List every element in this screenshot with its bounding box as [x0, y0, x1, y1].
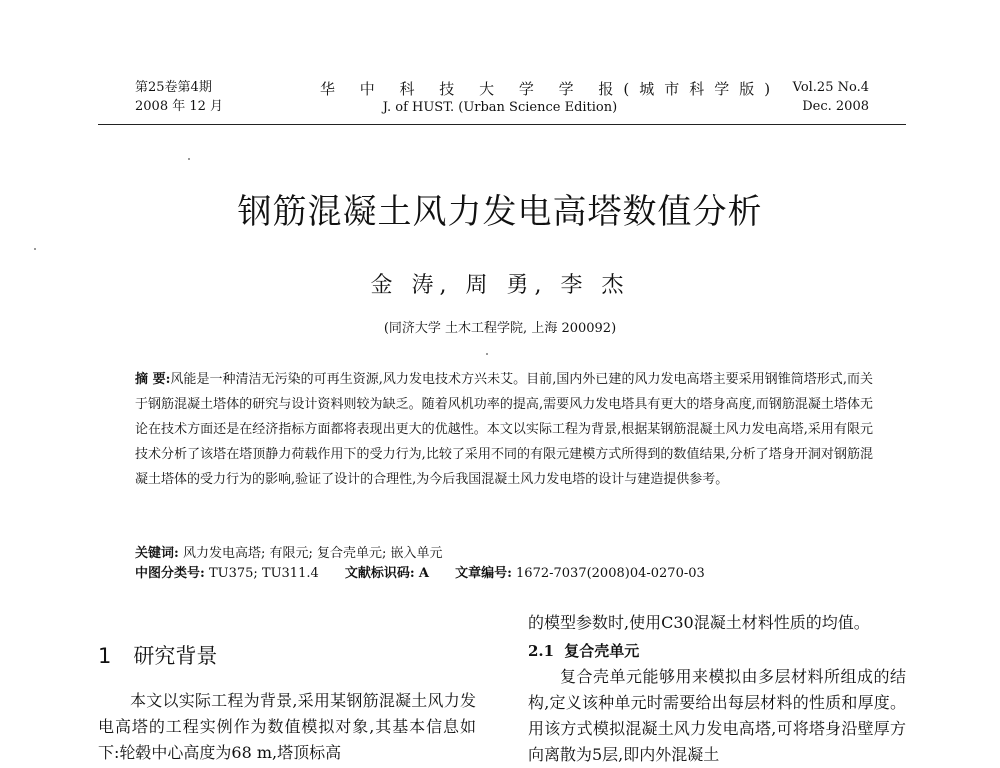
scan-speck — [188, 158, 190, 160]
doc-code-value: A — [418, 566, 429, 581]
classification-line — [135, 562, 727, 581]
header-rule — [98, 124, 906, 125]
keywords-label: 关键词: — [135, 546, 179, 561]
right-column — [528, 610, 906, 768]
subsection-number: 2.1 — [528, 642, 555, 660]
subsection-heading — [528, 638, 906, 664]
volume-issue: 第25卷第4期 — [135, 80, 212, 95]
abstract — [135, 367, 873, 492]
affiliation: (同济大学 土木工程学院, 上海 200092) — [383, 321, 617, 336]
authors: 金 涛, 周 勇, 李 杰 — [370, 273, 630, 298]
scan-speck — [486, 353, 488, 355]
abstract-text: 风能是一种清洁无污染的可再生资源,风力发电技术方兴未艾。目前,国内外已建的风力发电高塔主要采用钢锥筒塔形式,而关于钢筋混凝土塔体的研究与设计资料则较为缺乏。随着风机功率的提高,需要风力发电塔具有更大的塔身高度,而钢筋混凝土塔体无论在技术方面还是在经济指标方面都将表现出更大的优越性。本文以实际工程为背景,根据某钢筋混凝土风力发电高塔,采用有限元技术分析了该塔在塔顶静力荷载作用下的受力行为,比较了采用不同的有限元建模方式所得到的数值结果,分析了塔身开洞对钢筋混凝土塔体的受力行为的影响,验证了设计的合理性,为今后我国混凝土风力发电塔的设计与建造提供参考。 — [135, 372, 873, 487]
paper-title: 钢筋混凝土风力发电高塔数值分析 — [237, 192, 763, 232]
keywords-text: 风力发电高塔; 有限元; 复合壳单元; 嵌入单元 — [182, 546, 443, 561]
journal-name-en: J. of HUST. (Urban Science Edition) — [382, 100, 618, 115]
section1-paragraph: 本文以实际工程为背景,采用某钢筋混凝土风力发电高塔的工程实例作为数值模拟对象,其基本信息如下:轮毂中心高度为68 m,塔顶标高 — [98, 691, 476, 762]
abstract-label: 摘 要: — [135, 372, 171, 387]
clc-label: 中图分类号: — [135, 566, 205, 581]
article-no-label: 文章编号: — [455, 566, 512, 581]
section-number: 1 — [98, 644, 112, 668]
doc-code-label: 文献标识码: — [344, 566, 415, 581]
scan-speck — [34, 248, 36, 250]
publication-date: 2008 年 12 月 — [135, 99, 224, 114]
keywords — [135, 542, 443, 561]
section-title: 研究背景 — [133, 644, 218, 668]
article-no-value: 1672-7037(2008)04-0270-03 — [516, 566, 705, 581]
section-heading — [98, 640, 217, 670]
subsection-paragraph: 复合壳单元能够用来模拟由多层材料所组成的结构,定义该种单元时需要给出每层材料的性质和厚度。用该方式模拟混凝土风力发电高塔,可将塔身沿壁厚方向离散为5层,即内外混凝土 — [528, 667, 906, 764]
date-en: Dec. 2008 — [802, 99, 869, 114]
journal-name-cn: 华 中 科 技 大 学 学 报(城市科学版) — [320, 80, 781, 98]
right-column-first-line: 的模型参数时,使用C30混凝土材料性质的均值。 — [528, 613, 870, 632]
subsection-title: 复合壳单元 — [564, 642, 640, 660]
volume-en: Vol.25 No.4 — [792, 80, 869, 95]
clc-value: TU375; TU311.4 — [208, 566, 319, 581]
section1-body — [98, 688, 476, 766]
